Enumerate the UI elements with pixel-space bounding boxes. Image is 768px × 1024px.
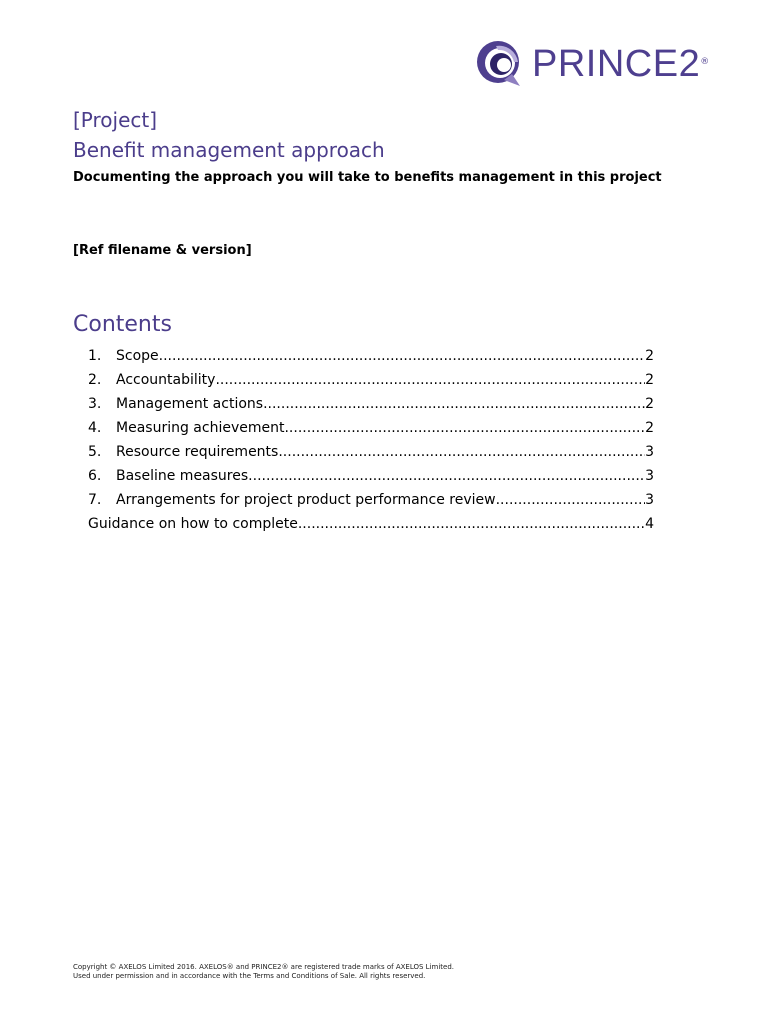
ref-filename: [Ref filename & version]: [73, 243, 252, 258]
logo-registered-mark: ®: [700, 57, 710, 67]
document-title: Benefit management approach: [73, 138, 385, 162]
toc-number: 7.: [88, 492, 102, 508]
toc-number: 1.: [88, 348, 102, 364]
toc-page: 3: [645, 492, 654, 508]
toc-label: Management actions: [116, 396, 264, 412]
table-of-contents: [88, 344, 654, 536]
toc-leader: [159, 348, 645, 364]
toc-page: 4: [645, 516, 654, 532]
toc-page: 2: [645, 372, 654, 388]
toc-item[interactable]: [88, 416, 654, 440]
toc-page: 3: [645, 444, 654, 460]
project-placeholder: [Project]: [73, 108, 158, 132]
toc-number: 4.: [88, 420, 102, 436]
toc-number: 6.: [88, 468, 102, 484]
toc-item[interactable]: [88, 392, 654, 416]
logo-text: PRINCE2: [532, 43, 701, 85]
toc-label: Guidance on how to complete: [88, 516, 298, 532]
toc-label: Resource requirements: [116, 444, 279, 460]
toc-leader: [496, 492, 645, 508]
toc-item[interactable]: [88, 368, 654, 392]
footer-line: Copyright © AXELOS Limited 2016. AXELOS® and PRINCE2® are registered trade marks of AXELOS Limited.: [73, 963, 454, 971]
toc-leader: [215, 372, 645, 388]
toc-item[interactable]: [88, 512, 654, 536]
document-subtitle: Documenting the approach you will take to benefits management in this project: [73, 170, 662, 185]
toc-number: 2.: [88, 372, 102, 388]
prince2-logo: [474, 40, 709, 88]
toc-number: 3.: [88, 396, 102, 412]
toc-label: Baseline measures: [116, 468, 249, 484]
footer-line: Used under permission and in accordance with the Terms and Conditions of Sale. All rights reserved.: [73, 972, 426, 980]
toc-leader: [284, 420, 645, 436]
toc-leader: [278, 444, 645, 460]
toc-item[interactable]: [88, 488, 654, 512]
toc-page: 2: [645, 396, 654, 412]
prince2-emblem-icon: [474, 40, 526, 88]
toc-item[interactable]: [88, 344, 654, 368]
toc-leader: [298, 516, 645, 532]
toc-page: 2: [645, 348, 654, 364]
contents-heading: Contents: [73, 312, 172, 337]
toc-label: Scope: [116, 348, 159, 364]
toc-item[interactable]: [88, 440, 654, 464]
toc-label: Measuring achievement: [116, 420, 285, 436]
toc-page: 2: [645, 420, 654, 436]
toc-label: Arrangements for project product performance review: [116, 492, 496, 508]
toc-item[interactable]: [88, 464, 654, 488]
toc-number: 5.: [88, 444, 102, 460]
toc-leader: [248, 468, 645, 484]
toc-page: 3: [645, 468, 654, 484]
toc-label: Accountability: [116, 372, 216, 388]
copyright-footer: [73, 963, 454, 981]
toc-leader: [263, 396, 645, 412]
